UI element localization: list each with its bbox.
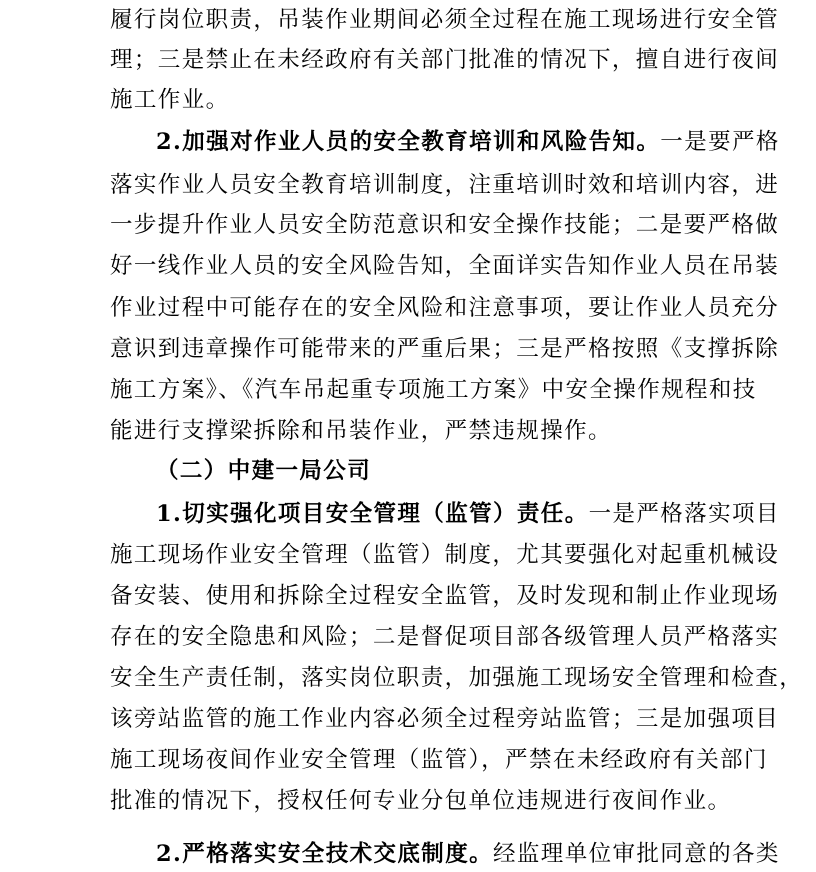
paragraph-line: 一步提升作业人员安全防范意识和安全操作技能；二是要严格做 bbox=[110, 212, 780, 238]
paragraph-line: 意识到违章操作可能带来的严重后果；三是严格按照《支撑拆除 bbox=[110, 336, 780, 362]
paragraph-heading: 1.切实强化项目安全管理（监管）责任。 bbox=[156, 501, 589, 527]
paragraph-line: 作业过程中可能存在的安全风险和注意事项，要让作业人员充分 bbox=[110, 295, 780, 321]
paragraph-line: 批准的情况下，授权任何专业分包单位违规进行夜间作业。 bbox=[110, 788, 732, 814]
paragraph-heading: 2.严格落实安全技术交底制度。 bbox=[156, 841, 493, 867]
section-heading: （二）中建一局公司 bbox=[156, 458, 372, 484]
paragraph-line: 施工方案》、《汽车吊起重专项施工方案》中安全操作规程和技 bbox=[110, 377, 757, 403]
paragraph-line: 2.加强对作业人员的安全教育培训和风险告知。一是要严格 bbox=[156, 129, 780, 155]
paragraph-line: 该旁站监管的施工作业内容必须全过程旁站监管；三是加强项目 bbox=[110, 706, 780, 732]
paragraph-line: 存在的安全隐患和风险；二是督促项目部各级管理人员严格落实 bbox=[110, 624, 780, 650]
paragraph-line: 1.切实强化项目安全管理（监管）责任。一是严格落实项目 bbox=[156, 501, 780, 527]
paragraph-line: 备安装、使用和拆除全过程安全监管，及时发现和制止作业现场 bbox=[110, 583, 780, 609]
paragraph-line: 理；三是禁止在未经政府有关部门批准的情况下，擅自进行夜间 bbox=[110, 47, 780, 73]
paragraph-line: 施工现场夜间作业安全管理（监管），严禁在未经政府有关部门 bbox=[110, 747, 768, 773]
paragraph-line: 2.严格落实安全技术交底制度。经监理单位审批同意的各类 bbox=[156, 841, 780, 867]
paragraph-line: 施工作业。 bbox=[110, 87, 230, 113]
paragraph-line: 能进行支撑梁拆除和吊装作业，严禁违规操作。 bbox=[110, 418, 612, 444]
paragraph-line: 好一线作业人员的安全风险告知，全面详实告知作业人员在吊装 bbox=[110, 253, 780, 279]
paragraph-line: 落实作业人员安全教育培训制度，注重培训时效和培训内容，进 bbox=[110, 172, 780, 198]
paragraph-heading: 2.加强对作业人员的安全教育培训和风险告知。 bbox=[156, 129, 661, 155]
paragraph-line: 施工现场作业安全管理（监管）制度，尤其要强化对起重机械设 bbox=[110, 542, 780, 568]
paragraph-line: 安全生产责任制，落实岗位职责，加强施工现场安全管理和检查， bbox=[110, 665, 804, 691]
paragraph-line: 履行岗位职责，吊装作业期间必须全过程在施工现场进行安全管 bbox=[110, 7, 780, 33]
